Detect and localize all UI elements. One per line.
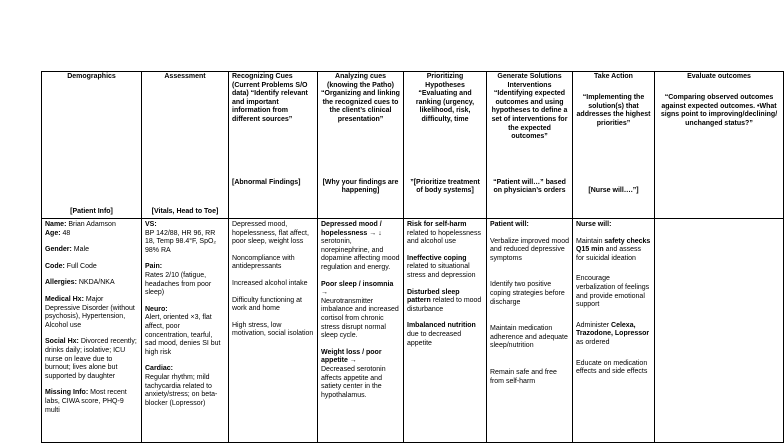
priorities-cell: Risk for self-harm related to hopelessness and alcohol use Ineffective coping related to situational stress and depression Disturbed sleep pattern related to mood disturbance Imbalanced nutrition due to decreased appetite xyxy=(404,219,487,443)
header-take-action: Take Action “Implementing the solution(s) that addresses the highest priorities” [Nurse will….”] xyxy=(573,72,655,219)
header-evaluate-outcomes: Evaluate outcomes “Comparing observed outcomes against expected outcomes. •What signs point to improving/declining/ unchanged status?” xyxy=(655,72,784,219)
actions-cell: Nurse will: Maintain safety checks Q15 min and assess for suicidal ideation Encourage verbalization of feelings and provide emotional support Administer Celexa, Trazodone, Lopressor as ordered Educate on medication effects and side effects xyxy=(573,219,655,443)
header-recognizing-cues: Recognizing Cues (Current Problems S/O data) “Identify relevant and important information from different sources” [Abnormal Findings] xyxy=(229,72,318,219)
action-item: Encourage verbalization of feelings and provide emotional support xyxy=(576,275,650,309)
cues-cell xyxy=(229,219,318,443)
body-row xyxy=(42,219,784,443)
cue-item: High stress, low motivation, social isolation xyxy=(232,321,314,338)
solution-item: Remain safe and free from self-harm xyxy=(490,368,557,385)
demographics-cell: Name: Brian Adamson Age: 48 Gender: Male Code: Full Code Allergies: NKDA/NKA Medical Hx: Major Depressive Disorder (without psychosis), Hypertension, Alcohol use Social Hx: Divorced recently; drinks daily; isolative; ICU nurse on leave due to burnout; lives alone but supported by daughter Missing Info: Most recent labs, CIWA score, PHQ-9 multi xyxy=(42,219,142,443)
solutions-cell: Patient will: Verbalize improved mood and reduced depressive symptoms Identify two positive coping strategies before discharge Maintain medication adherence and adequate sleep/nutrition Remain safe and free from self-harm xyxy=(487,219,573,443)
header-demographics: Demographics [Patient Info] xyxy=(42,72,142,219)
assessment-cell: VS: BP 142/88, HR 96, RR 18, Temp 98.4°F, SpO₂ 98% RA Pain: Rates 2/10 (fatigue, headaches from poor sleep) Neuro: Alert, oriented ×3, flat affect, poor concentration, tearful, sad mood, denies SI but high risk Cardiac: Regular rhythm; mild tachycardia related to anxiety/stress; on beta-blocker (Lopressor) xyxy=(142,219,229,443)
header-prioritizing: Prioritizing Hypotheses “Evaluating and ranking (urgency, likelihood, risk, difficulty, time ”[Prioritize treatment of body systems] xyxy=(404,72,487,219)
cue-item: Increased alcohol intake xyxy=(232,279,308,287)
cue-item: Noncompliance with antidepressants xyxy=(232,254,295,271)
action-item: Maintain safety checks Q15 min and assess for suicidal ideation xyxy=(576,237,651,262)
cue-item: Depressed mood, hopelessness, flat affect, poor sleep, weight loss xyxy=(232,221,309,246)
header-analyzing-cues: Analyzing cues (knowing the Patho) “Organizing and linking the recognized cues to the client’s clinical presentation” [Why your findings are happening] xyxy=(318,72,404,219)
header-generate-solutions: Generate Solutions Interventions “Identifying expected outcomes and using hypotheses to define a set of interventions for the expected outcomes” “Patient will…” based on physician’s orders xyxy=(487,72,573,219)
header-assessment: Assessment [Vitals, Head to Toe] xyxy=(142,72,229,219)
solution-item: Identify two positive coping strategies before discharge xyxy=(490,281,565,306)
evaluate-cell xyxy=(655,219,784,443)
solution-item: Maintain medication adherence and adequate sleep/nutrition xyxy=(490,325,568,350)
analysis-cell: Depressed mood / hopelessness → ↓ serotonin, norepinephrine, and dopamine affecting mood regulation and energy. Poor sleep / insomnia → Neurotransmitter imbalance and increased cortisol from chronic stress disrupt normal sleep cycle. Weight loss / poor appetite → Decreased serotonin affects appetite and satiety center in the hypothalamus. xyxy=(318,219,404,443)
action-item: Educate on medication effects and side effects xyxy=(576,359,648,376)
care-plan-table xyxy=(41,71,784,443)
solution-item: Verbalize improved mood and reduced depressive symptoms xyxy=(490,237,569,262)
action-item: Administer Celexa, Trazodone, Lopressor as ordered xyxy=(576,321,650,346)
cue-item: Difficulty functioning at work and home xyxy=(232,296,302,313)
header-row xyxy=(42,72,784,219)
